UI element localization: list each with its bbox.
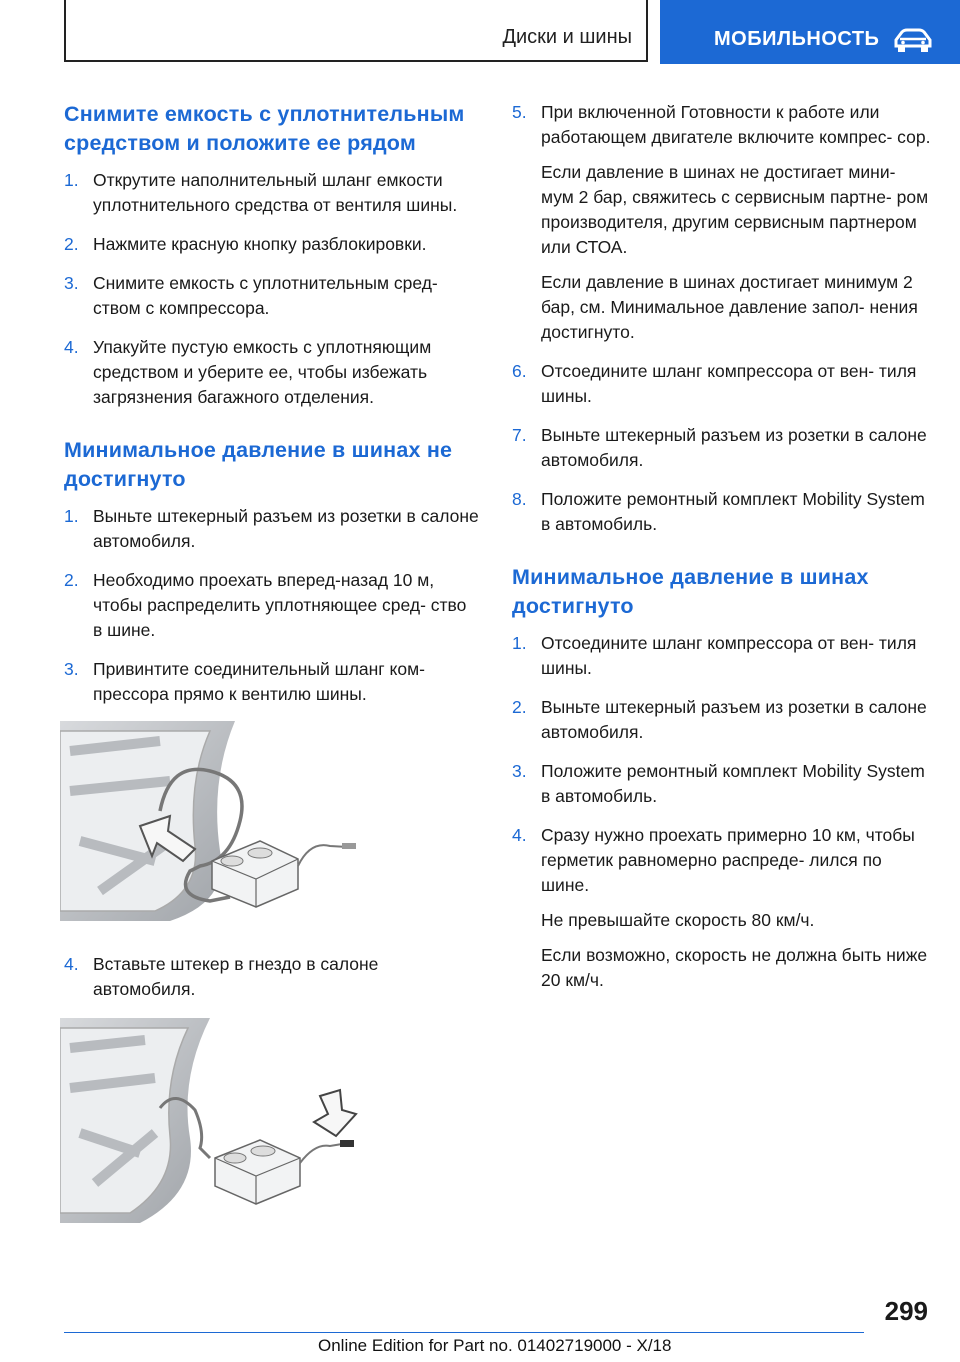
list-item bbox=[64, 232, 480, 257]
step-text: Упакуйте пустую емкость с уплотняющим средством и уберите ее, чтобы избежать загрязнения багажного отделения. bbox=[93, 337, 432, 407]
step-number: 3. bbox=[512, 761, 527, 781]
step-text: Привинтите соединительный шланг ком- прессора прямо к вентилю шины. bbox=[93, 659, 425, 704]
step-text: Положите ремонтный комплект Mobility System в автомобиль. bbox=[541, 761, 925, 806]
section-title: Диски и шины bbox=[502, 26, 632, 48]
list-item bbox=[512, 823, 932, 993]
list-item bbox=[64, 335, 480, 410]
list-item bbox=[64, 168, 480, 218]
step-number: 4. bbox=[64, 337, 79, 357]
step-number: 4. bbox=[512, 825, 527, 845]
list-item bbox=[512, 695, 932, 745]
list-item bbox=[64, 952, 480, 1002]
step-note: Не превышайте скорость 80 км/ч. bbox=[541, 910, 815, 930]
list-item bbox=[64, 271, 480, 321]
heading-pressure-not-reached: Минимальное давление в шинах не достигнуто bbox=[64, 438, 453, 491]
step-note: Если давление в шинах не достигает мини- мум 2 бар, свяжитесь с сервисным партне- ром производителя, другим сервисным партнером или СТОА. bbox=[541, 162, 929, 257]
step-number: 1. bbox=[64, 506, 79, 526]
list-item bbox=[512, 100, 932, 345]
car-icon bbox=[892, 28, 934, 54]
list-item bbox=[512, 631, 932, 681]
step-text: При включенной Готовности к работе или работающем двигателе включите компрес- сор. bbox=[541, 102, 931, 147]
right-column bbox=[512, 100, 932, 1007]
step-number: 1. bbox=[512, 633, 527, 653]
step-number: 4. bbox=[64, 954, 79, 974]
step-text: Нажмите красную кнопку разблокировки. bbox=[93, 234, 427, 254]
header-chapter-tab[interactable] bbox=[660, 0, 960, 64]
step-text: Выньте штекерный разъем из розетки в салоне автомобиля. bbox=[541, 425, 927, 470]
heading-pressure-reached: Минимальное давление в шинах достигнуто bbox=[512, 565, 869, 618]
step-number: 2. bbox=[64, 234, 79, 254]
illustration-plug-socket bbox=[60, 1018, 480, 1228]
list-item bbox=[512, 759, 932, 809]
header-section-tab bbox=[64, 0, 648, 62]
step-text: Выньте штекерный разъем из розетки в салоне автомобиля. bbox=[541, 697, 927, 742]
step-text: Положите ремонтный комплект Mobility System в автомобиль. bbox=[541, 489, 925, 534]
list-item bbox=[64, 504, 480, 554]
step-number: 3. bbox=[64, 659, 79, 679]
step-note: Если возможно, скорость не должна быть ниже 20 км/ч. bbox=[541, 945, 928, 990]
left-column bbox=[64, 100, 480, 1254]
step-text: Сразу нужно проехать примерно 10 км, чтобы герметик равномерно распреде- лился по шине. bbox=[541, 825, 915, 895]
step-text: Необходимо проехать вперед-назад 10 м, чтобы распределить уплотняющее сред- ство в шине. bbox=[93, 570, 467, 640]
list-item bbox=[512, 487, 932, 537]
step-number: 5. bbox=[512, 102, 527, 122]
step-number: 8. bbox=[512, 489, 527, 509]
step-text: Отсоедините шланг компрессора от вен- тиля шины. bbox=[541, 361, 917, 406]
list-item bbox=[64, 568, 480, 643]
step-number: 1. bbox=[64, 170, 79, 190]
step-number: 3. bbox=[64, 273, 79, 293]
page-number: 299 bbox=[884, 1296, 928, 1326]
step-text: Снимите емкость с уплотнительным сред- ством с компрессора. bbox=[93, 273, 438, 318]
list-item bbox=[512, 423, 932, 473]
step-text: Выньте штекерный разъем из розетки в салоне автомобиля. bbox=[93, 506, 479, 551]
footer-divider bbox=[64, 1332, 864, 1333]
step-number: 7. bbox=[512, 425, 527, 445]
footer-edition: Online Edition for Part no. 01402719000 - X/18 bbox=[318, 1336, 672, 1355]
illustration-hose-to-valve bbox=[60, 721, 480, 926]
list-item bbox=[64, 657, 480, 707]
step-number: 2. bbox=[64, 570, 79, 590]
step-text: Вставьте штекер в гнездо в салоне автомобиля. bbox=[93, 954, 379, 999]
step-text: Отсоедините шланг компрессора от вен- тиля шины. bbox=[541, 633, 917, 678]
step-note: Если давление в шинах достигает минимум 2 бар, см. Минимальное давление запол- нения достигнуто. bbox=[541, 272, 918, 342]
chapter-title: МОБИЛЬНОСТЬ bbox=[714, 28, 880, 50]
step-text: Открутите наполнительный шланг емкости уплотнительного средства от вентиля шины. bbox=[93, 170, 458, 215]
step-number: 2. bbox=[512, 697, 527, 717]
step-number: 6. bbox=[512, 361, 527, 381]
list-item bbox=[512, 359, 932, 409]
heading-remove-container: Снимите емкость с уплотнительным средством и положите ее рядом bbox=[64, 102, 465, 155]
